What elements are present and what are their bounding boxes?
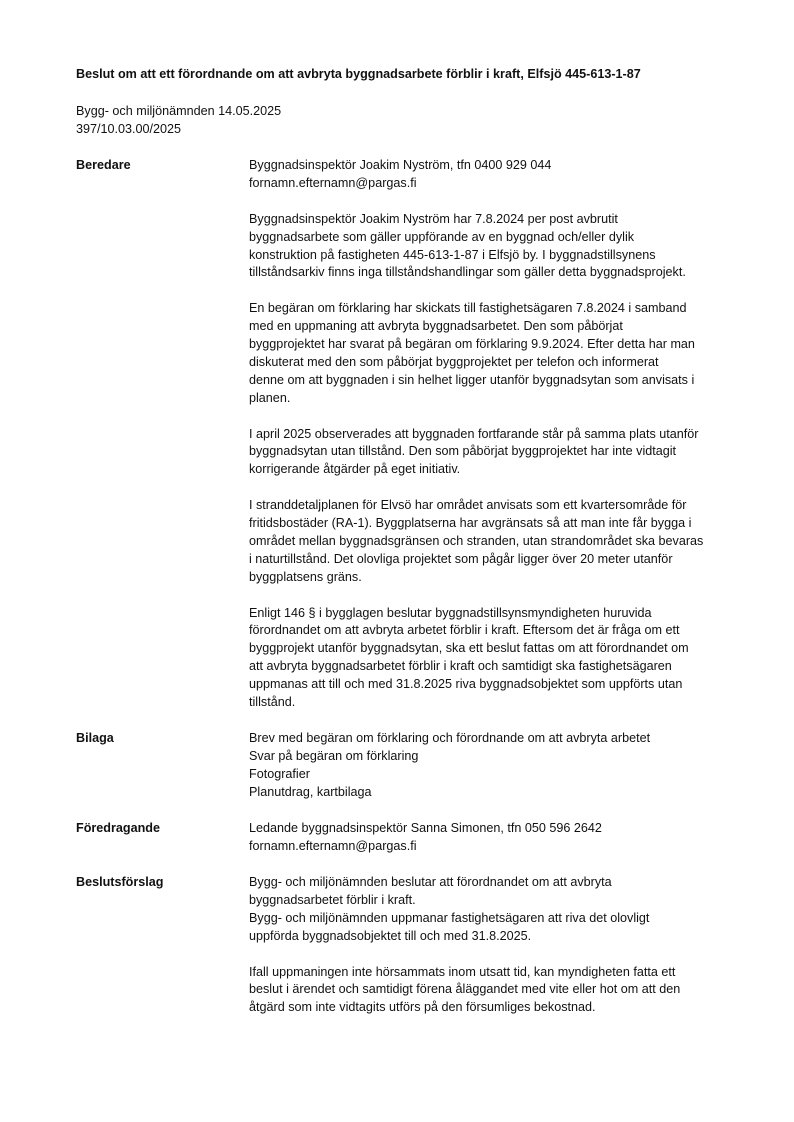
section-label-foredragande: Föredragande [76, 821, 160, 835]
contact-email: fornamn.efternamn@pargas.fi [249, 175, 417, 190]
paragraph [249, 605, 749, 712]
text-line: med en uppmaning att avbryta byggnadsarbetet. Den som påbörjat [249, 319, 623, 334]
text-line: uppförda byggnadsobjektet till och med 31.8.2025. [249, 928, 532, 943]
text-line: tillstånd. [249, 695, 296, 710]
document-title: Beslut om att ett förordnande om att avbryta byggnadsarbete förblir i kraft, Elfsjö 445-613-1-87 [76, 67, 641, 81]
section-content-beslutsforslag [249, 874, 749, 1035]
attachment-item: Fotografier [249, 766, 310, 781]
text-line: byggprojektet har svarat på begäran om förklaring 9.9.2024. Efter detta har man [249, 337, 695, 352]
text-line: Bygg- och miljönämnden beslutar att förordnandet om att avbryta [249, 875, 612, 889]
text-line: tillståndsarkiv finns inga tillståndshandlingar som gäller detta byggnadsprojekt. [249, 265, 686, 280]
text-line: denne om att byggnaden i sin helhet ligger utanför byggnadsytan som anvisats i [249, 372, 695, 387]
section-label-bilaga: Bilaga [76, 731, 114, 745]
text-line: uppmanas att till och med 31.8.2025 riva byggnadsobjektet som uppförts utan [249, 677, 683, 692]
text-line: byggnadsarbete som gäller uppförande av en byggnad och/eller dylik [249, 229, 635, 244]
attachment-list [249, 730, 749, 802]
text-line: diskuterat med den som påbörjat byggprojektet per telefon och informerat [249, 354, 659, 369]
text-line: området mellan byggnadsgränsen och stranden, utan strandområdet ska bevaras [249, 533, 704, 548]
section-label-beredare: Beredare [76, 158, 131, 172]
text-line: åtgärd som inte vidtagits utförs på den försumliges bekostnad. [249, 1000, 596, 1015]
beredare-contact [249, 157, 749, 193]
text-line: korrigerande åtgärder på eget initiativ. [249, 462, 461, 477]
contact-email: fornamn.efternamn@pargas.fi [249, 838, 417, 853]
case-number: 397/10.03.00/2025 [76, 121, 182, 136]
text-line: Enligt 146 § i bygglagen beslutar byggnadstillsynsmyndigheten huruvida [249, 605, 652, 620]
text-line: konstruktion på fastigheten 445-613-1-87 i Elfsjö by. I byggnadstillsynens [249, 247, 656, 262]
contact-line: Byggnadsinspektör Joakim Nyström, tfn 0400 929 044 [249, 158, 552, 172]
text-line: byggprojekt utanför byggnadsytan, ska ett beslut fattas om att förordnandet om [249, 641, 689, 656]
text-line: En begäran om förklaring har skickats till fastighetsägaren 7.8.2024 i samband [249, 301, 687, 316]
section-label-beslutsforslag: Beslutsförslag [76, 875, 164, 889]
text-line: Ifall uppmaningen inte hörsammats inom utsatt tid, kan myndigheten fatta ett [249, 964, 676, 979]
text-line: byggnadsarbetet förblir i kraft. [249, 892, 416, 907]
paragraph [249, 497, 749, 587]
attachment-item: Brev med begäran om förklaring och förordnande om att avbryta arbetet [249, 731, 651, 745]
text-line: I april 2025 observerades att byggnaden fortfarande står på samma plats utanför [249, 426, 699, 441]
text-line: i naturtillstånd. Det olovliga projektet som pågår ligger över 20 meter utanför [249, 551, 673, 566]
paragraph [249, 874, 749, 946]
text-line: Byggnadsinspektör Joakim Nyström har 7.8.2024 per post avbrutit [249, 211, 618, 226]
text-line: förordnandet om att avbryta arbetet förblir i kraft. Eftersom det är fråga om ett [249, 623, 680, 638]
paragraph [249, 964, 749, 1018]
document-meta [76, 103, 281, 139]
text-line: byggplatsens gräns. [249, 569, 362, 584]
paragraph [249, 300, 749, 407]
section-content-beredare [249, 157, 749, 730]
text-line: byggnadsytan utan tillstånd. Den som påbörjat byggprojektet har inte vidtagit [249, 444, 677, 459]
text-line: att avbryta byggnadsarbetet förblir i kraft och samtidigt ska fastighetsägaren [249, 659, 672, 674]
text-line: I stranddetaljplanen för Elvsö har området anvisats som ett kvartersområde för [249, 498, 687, 513]
text-line: fritidsbostäder (RA-1). Byggplatserna har avgränsats så att man inte får bygga i [249, 516, 692, 531]
meeting-line: Bygg- och miljönämnden 14.05.2025 [76, 104, 282, 118]
text-line: Bygg- och miljönämnden uppmanar fastighetsägaren att riva det olovligt [249, 910, 650, 925]
attachment-item: Planutdrag, kartbilaga [249, 784, 372, 799]
text-line: beslut i ärendet och samtidigt förena åläggandet med vite eller hot om att den [249, 982, 681, 997]
text-line: planen. [249, 390, 291, 405]
attachment-item: Svar på begäran om förklaring [249, 748, 419, 763]
paragraph [249, 426, 749, 480]
contact-line: Ledande byggnadsinspektör Sanna Simonen, tfn 050 596 2642 [249, 821, 602, 835]
foredragande-contact [249, 820, 749, 856]
paragraph [249, 211, 749, 283]
